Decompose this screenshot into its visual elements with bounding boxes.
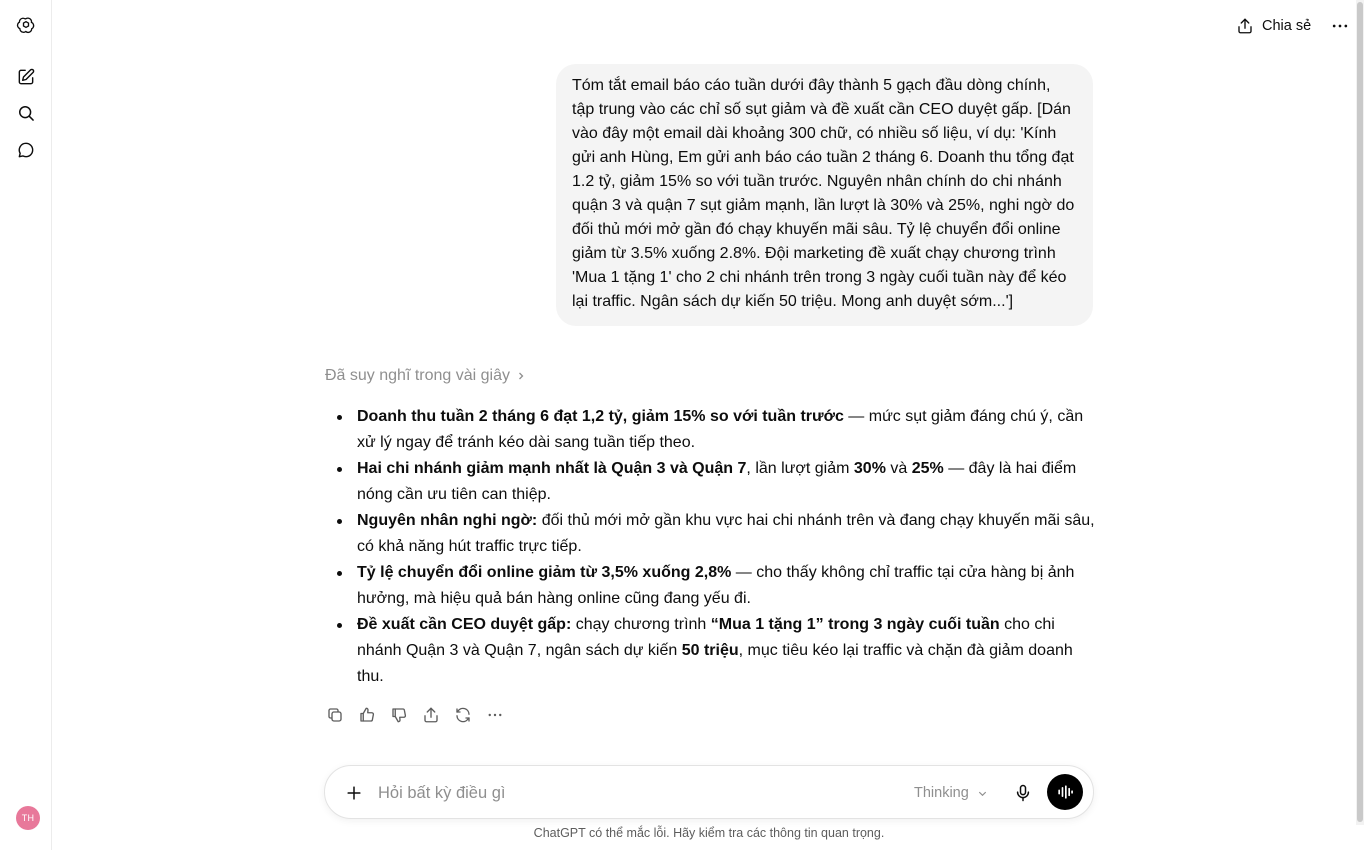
chevron-down-icon [977, 788, 988, 799]
summary-bullet [325, 456, 1095, 508]
scrollbar-thumb[interactable] [1357, 2, 1363, 822]
bullet-text: — cho thấy không chỉ traffic tại cửa hàng bị ảnh hưởng, mà hiệu quả bán hàng online cũng đang yếu đi. [357, 564, 1075, 607]
sidebar [0, 0, 52, 850]
share-message-button[interactable] [421, 703, 441, 727]
dictate-button[interactable] [1011, 781, 1035, 805]
bullet-bold-text: Tỷ lệ chuyển đổi online giảm từ 3,5% xuống 2,8% [357, 564, 732, 581]
voice-mode-button[interactable] [1047, 774, 1083, 810]
bullet-bold-text: 30% [853, 460, 886, 477]
thumbs-up-icon [358, 706, 376, 724]
more-icon [486, 706, 504, 724]
bullet-text: đối thủ mới mở gần khu vực hai chi nhánh trên và đang chạy khuyến mãi sâu, có khả năng hút traffic trực tiếp. [357, 512, 1095, 555]
composer [324, 765, 1094, 819]
model-selector[interactable] [914, 782, 988, 804]
summary-bullet [325, 560, 1095, 612]
summary-bullet [325, 612, 1095, 690]
chat-bubble-icon[interactable] [14, 138, 38, 162]
prompt-input[interactable] [378, 780, 878, 806]
summary-bullet [325, 508, 1095, 560]
more-icon [1330, 16, 1350, 36]
avatar[interactable]: TH [16, 806, 40, 830]
thought-label: Đã suy nghĩ trong vài giây [325, 367, 510, 384]
thumbs-down-icon [390, 706, 408, 724]
voice-mode-icon [1055, 782, 1075, 802]
share-icon [422, 706, 440, 724]
bullet-text: và [885, 460, 912, 477]
more-options-button[interactable] [1328, 14, 1352, 38]
summary-bullet [325, 404, 1095, 456]
share-icon [1236, 17, 1254, 35]
regenerate-icon [454, 706, 472, 724]
message-actions [325, 703, 505, 727]
plus-icon [344, 783, 364, 803]
search-icon[interactable] [14, 101, 38, 125]
bullet-bold-text: 25% [911, 460, 944, 477]
bullet-bold-text: Nguyên nhân nghi ngờ: [357, 512, 538, 529]
chevron-right-icon [516, 371, 526, 381]
bullet-text: — mức sụt giảm đáng chú ý, cần xử lý ngay để tránh kéo dài sang tuần tiếp theo. [357, 408, 1084, 451]
thumbs-down-button[interactable] [389, 703, 409, 727]
disclaimer: ChatGPT có thể mắc lỗi. Hãy kiểm tra các thông tin quan trọng. [533, 826, 885, 840]
thumbs-up-button[interactable] [357, 703, 377, 727]
bullet-bold-text: Doanh thu tuần 2 tháng 6 đạt 1,2 tỷ, giảm 15% so với tuần trước [357, 408, 844, 425]
share-button[interactable] [1236, 14, 1311, 38]
bullet-bold-text: “Mua 1 tặng 1” trong 3 ngày cuối tuần [710, 616, 1000, 633]
bullet-text: , mục tiêu kéo lại traffic và chặn đà giảm doanh thu. [357, 642, 1073, 685]
new-chat-icon[interactable] [14, 65, 38, 89]
bullet-text: cho chi nhánh Quận 3 và Quận 7, ngân sách dự kiến [357, 616, 1055, 659]
bullet-text: chạy chương trình [571, 616, 711, 633]
regenerate-button[interactable] [453, 703, 473, 727]
bullet-bold-text: Hai chi nhánh giảm mạnh nhất là Quận 3 và Quận 7 [357, 460, 747, 477]
bullet-bold-text: 50 triệu [681, 642, 739, 659]
user-message: Tóm tắt email báo cáo tuần dưới đây thành 5 gạch đầu dòng chính, tập trung vào các chỉ số sụt giảm và đề xuất cần CEO duyệt gấp. [Dán vào đây một email dài khoảng 300 chữ, có nhiều số liệu, ví dụ: 'Kính gửi anh Hùng, Em gửi anh báo cáo tuần 2 tháng 6. Doanh thu tổng đạt 1.2 tỷ, giảm 15% so với tuần trước. Nguyên nhân chính do chi nhánh quận 3 và quận 7 sụt giảm mạnh, lần lượt là 30% và 25%, nghi ngờ do đối thủ mới mở gần đó chạy khuyến mãi sâu. Tỷ lệ chuyển đổi online giảm từ 3.5% xuống 2.8%. Đội marketing đề xuất chạy chương trình 'Mua 1 tặng 1' cho 2 chi nhánh trên trong 3 ngày cuối tuần này để kéo lại traffic. Ngân sách dự kiến 50 triệu. Mong anh duyệt sớm...'] [556, 64, 1093, 326]
openai-logo-icon[interactable] [14, 14, 38, 38]
summary-list [325, 404, 1095, 690]
assistant-message [325, 404, 1095, 690]
bullet-text: , lần lượt giảm [746, 460, 854, 477]
copy-icon [326, 706, 344, 724]
bullet-text: — đây là hai điểm nóng cần ưu tiên can thiệp. [357, 460, 1077, 503]
thought-summary-toggle[interactable] [325, 364, 526, 388]
model-label: Thinking [914, 785, 969, 801]
attach-button[interactable] [343, 782, 365, 804]
microphone-icon [1013, 783, 1033, 803]
more-actions-button[interactable] [485, 703, 505, 727]
copy-button[interactable] [325, 703, 345, 727]
bullet-bold-text: Đề xuất cần CEO duyệt gấp: [357, 616, 572, 633]
share-label: Chia sẻ [1262, 18, 1312, 34]
